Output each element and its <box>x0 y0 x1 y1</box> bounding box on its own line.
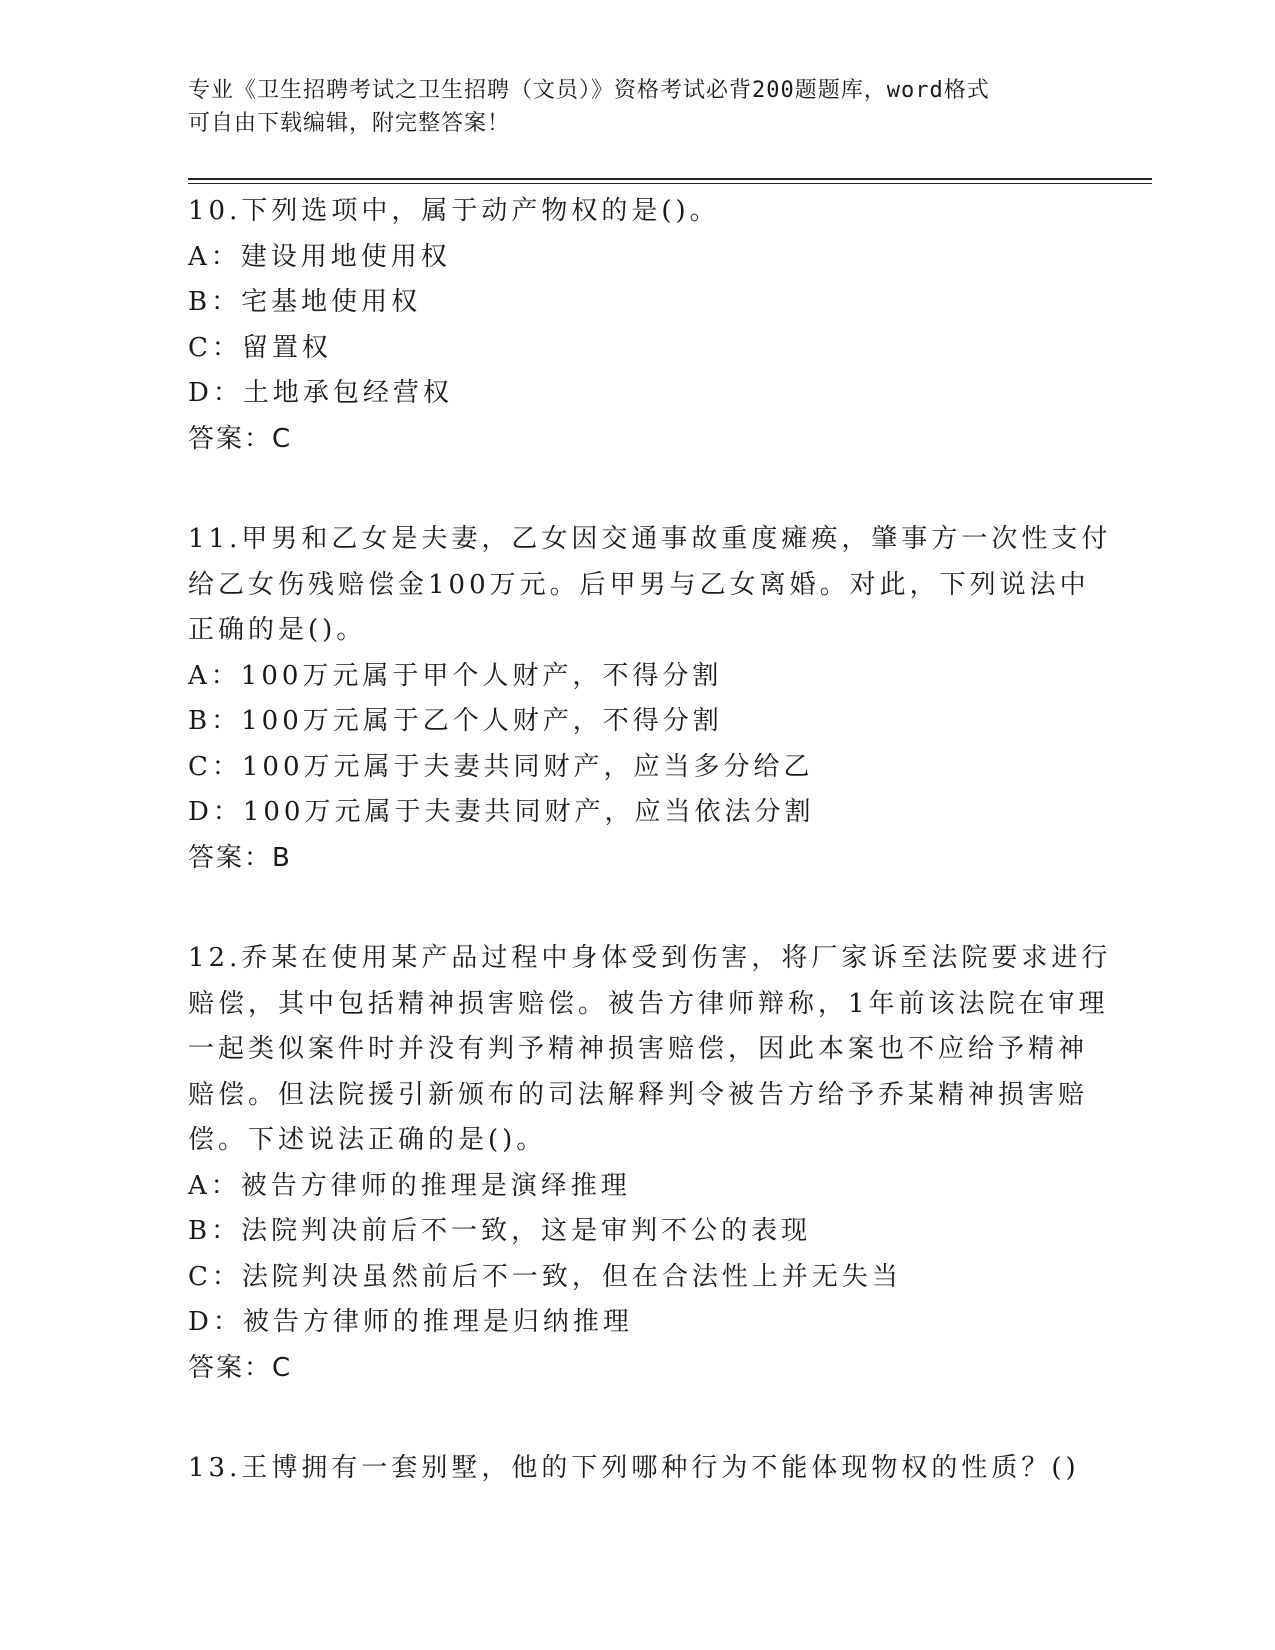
answer-option: C：100万元属于夫妻共同财产，应当多分给乙 <box>188 751 814 782</box>
answer-option: B：100万元属于乙个人财产，不得分割 <box>188 706 723 736</box>
answer-key: 答案：C <box>188 1352 293 1383</box>
answer-option: A：建设用地使用权 <box>188 241 451 272</box>
question-stem-line: 赔偿，其中包括精神损害赔偿。被告方律师辩称，1年前该法院在审理 <box>188 988 1109 1019</box>
document-header <box>188 74 1068 140</box>
answer-key: 答案：C <box>188 423 293 454</box>
header-rule-thin <box>188 183 1152 184</box>
answer-option: A：被告方律师的推理是演绎推理 <box>188 1170 631 1201</box>
question-stem-line: 10.下列选项中，属于动产物权的是()。 <box>188 196 720 226</box>
answer-option: D：100万元属于夫妻共同财产，应当依法分割 <box>188 797 815 827</box>
answer-key: 答案：B <box>188 842 292 873</box>
answer-option: D：土地承包经营权 <box>188 378 453 408</box>
question-block <box>188 936 1112 1391</box>
question-stem-line: 赔偿。但法院援引新颁布的司法解释判令被告方给予乔某精神损害赔 <box>188 1079 1089 1110</box>
question-block <box>188 1446 1088 1492</box>
answer-option: B：法院判决前后不一致，这是审判不公的表现 <box>188 1216 812 1246</box>
answer-option: C：法院判决虽然前后不一致，但在合法性上并无失当 <box>188 1261 902 1292</box>
question-stem-line: 一起类似案件时并没有判予精神损害赔偿，因此本案也不应给予精神 <box>188 1034 1089 1064</box>
answer-option: C：留置权 <box>188 332 332 363</box>
question-block <box>188 189 1088 462</box>
question-stem-line: 给乙女伤残赔偿金100万元。后甲男与乙女离婚。对此，下列说法中 <box>188 569 1090 600</box>
answer-option: A：100万元属于甲个人财产，不得分割 <box>188 660 723 691</box>
header-line: 专业《卫生招聘考试之卫生招聘（文员）》资格考试必背200题题库，word格式 <box>188 78 990 103</box>
question-block <box>188 517 1112 881</box>
question-stem-line: 11.甲男和乙女是夫妻，乙女因交通事故重度瘫痪，肇事方一次性支付 <box>188 524 1112 554</box>
question-stem-line: 正确的是()。 <box>188 615 367 645</box>
question-stem-line: 偿。下述说法正确的是()。 <box>188 1125 547 1155</box>
header-line: 可自由下载编辑，附完整答案！ <box>188 111 511 136</box>
answer-option: D：被告方律师的推理是归纳推理 <box>188 1307 633 1337</box>
question-list <box>188 189 1112 1547</box>
question-stem-line: 13.王博拥有一套别墅，他的下列哪种行为不能体现物权的性质？() <box>188 1453 1080 1483</box>
header-rule-thick <box>188 178 1152 180</box>
question-stem-line: 12.乔某在使用某产品过程中身体受到伤害，将厂家诉至法院要求进行 <box>188 943 1112 973</box>
answer-option: B：宅基地使用权 <box>188 287 422 317</box>
